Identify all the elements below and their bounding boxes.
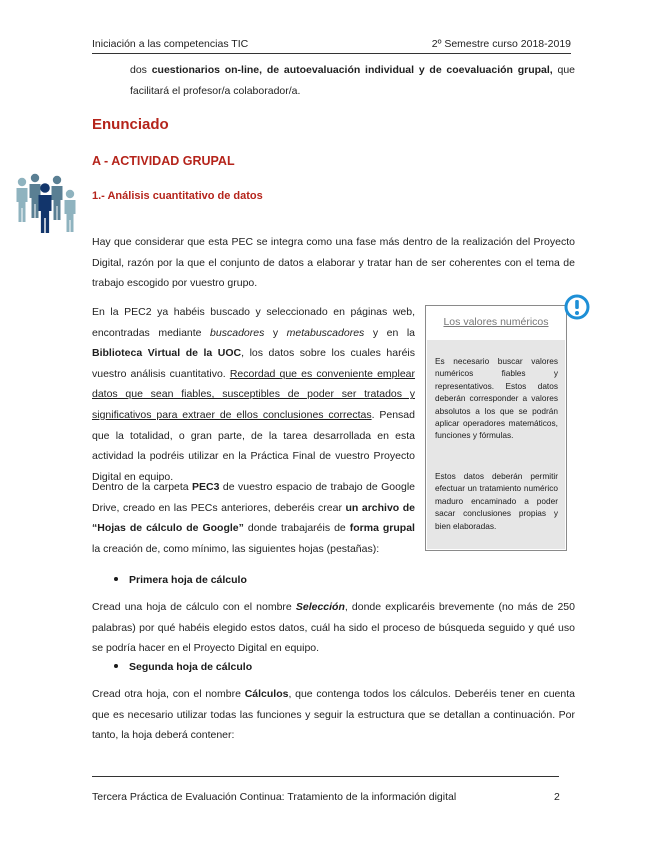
- header-course-title: Iniciación a las competencias TIC: [92, 38, 249, 50]
- footer-title: Tercera Práctica de Evaluación Continua: Tratamiento de la información digital: [92, 791, 457, 803]
- people-group-icon: [14, 166, 84, 236]
- bullet-dot: [114, 577, 118, 581]
- sidebar-note-box: [425, 305, 567, 551]
- sidebar-note-body: [427, 340, 565, 549]
- heading-actividad-grupal: A - ACTIVIDAD GRUPAL: [92, 154, 235, 168]
- bullet-dot: [114, 664, 118, 668]
- paragraph-pec3: Dentro de la carpeta PEC3 de vuestro espacio de trabajo de Google Drive, creado en las PECs anteriores, deberéis crear un archivo de “Hojas de cálculo de Google” donde trabajaréis de forma grupal la creación de, como mínimo, las siguientes hojas (pestañas):: [92, 481, 415, 555]
- sidebar-note-paragraph-1: Es necesario buscar valores numéricos fiables y representativos. Estos datos deberán corresponder a valores absolutos a los que se podrán aplicar operadores matemáticos, funciones y fórmulas.: [435, 356, 558, 441]
- paragraph-calculos: Cread otra hoja, con el nombre Cálculos, que contenga todos los cálculos. Deberéis tener en cuenta que es necesario utilizar todas las funciones y seguir la estructura que se detallan a continuación. Por tanto, la hoja deberá contener:: [92, 688, 575, 742]
- header-rule: [92, 53, 571, 54]
- sidebar-note-title: Los valores numéricos: [443, 316, 549, 328]
- header-semester: 2º Semestre curso 2018-2019: [431, 38, 571, 50]
- page-number: 2: [554, 791, 560, 803]
- heading-analisis-cuantitativo: 1.- Análisis cuantitativo de datos: [92, 190, 263, 202]
- bullet-primera-hoja: Primera hoja de cálculo: [114, 574, 247, 586]
- footer-rule: [92, 776, 559, 777]
- sidebar-note-paragraph-2: Estos datos deberán permitir efectuar un tratamiento numérico maduro encaminado a poder sacar conclusiones propias y bien elaboradas.: [435, 471, 558, 531]
- paragraph-pec2: En la PEC2 ya habéis buscado y seleccionado en páginas web, encontradas mediante buscadores y metabuscadores y en la Biblioteca Virtual de la UOC, los datos sobre los cuales haréis vuestro análisis cuantitativo. Recordad que es conveniente emplear datos que sean fiables, susceptibles de poder ser tratados y significativos para extraer de ellos conclusiones correctas. Pensad que la totalidad, o gran parte, de la tarea desarrollada en esta actividad la podréis utilizar en la Práctica Final de vuestro Proyecto Digital en equipo.: [92, 306, 416, 483]
- exclamation-circle-icon: [564, 294, 590, 320]
- bullet-segunda-hoja: Segunda hoja de cálculo: [114, 661, 252, 673]
- paragraph-seleccion: Cread una hoja de cálculo con el nombre Selección, donde explicaréis brevemente (no más de 250 palabras) por qué habéis elegido estos datos, cuál ha sido el proceso de búsqueda seguido y qué uso se podría hacer en el Proyecto Digital en equipo.: [92, 601, 575, 655]
- paragraph-proyecto-digital: Hay que considerar que esta PEC se integra como una fase más dentro de la realización del Proyecto Digital, razón por la que el conjunto de datos a elaborar y tratar han de ser coherentes con el tema de trabajo escogido por vuestro grupo.: [92, 236, 575, 290]
- heading-enunciado: Enunciado: [92, 116, 169, 133]
- intro-paragraph: dos cuestionarios on-line, de autoevaluación individual y de coevaluación grupal, que facilitará el profesor/a colaborador/a.: [130, 64, 575, 97]
